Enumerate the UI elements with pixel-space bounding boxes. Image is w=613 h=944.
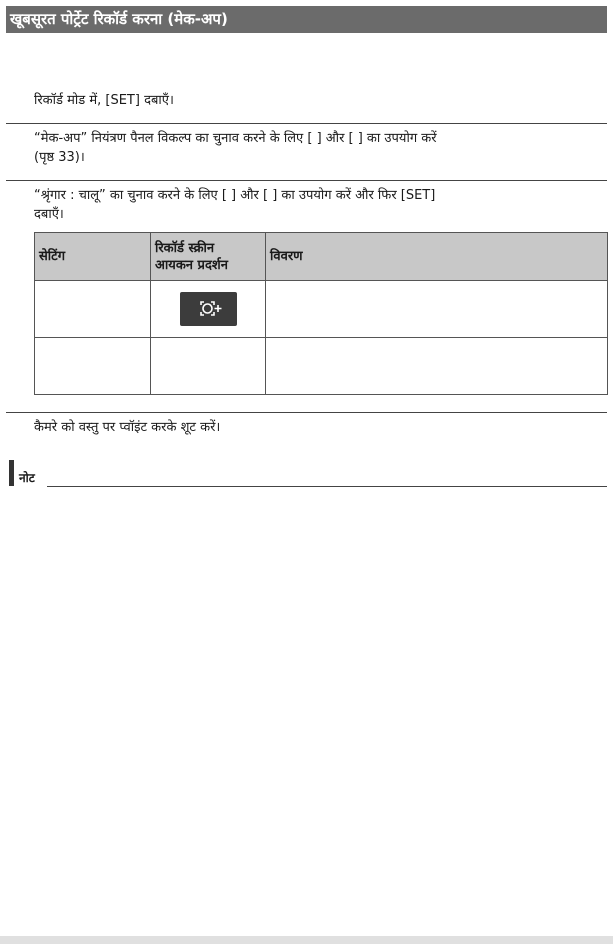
step-divider [6,180,607,181]
row-icon-cell [151,338,266,395]
table-header-row [35,233,608,281]
header-icon-display [151,233,266,281]
row-description-cell [266,338,608,395]
step-divider [6,123,607,124]
row-icon-cell [151,281,266,338]
step-3-line-1: “श्रृंगार : चालू” का चुनाव करने के लिए [ ] और [ ] का उपयोग करें और फिर [SET] [34,188,436,203]
header-icon-line-2: आयकन प्रदर्शन [155,257,228,273]
table-row [35,338,608,395]
page-footer-bar [0,936,613,944]
step-3-line-2: दबाएँ। [34,207,64,222]
table-row [35,281,608,338]
step-2-line-1: “मेक-अप” नियंत्रण पैनल विकल्प का चुनाव करने के लिए [ ] और [ ] का उपयोग करें [34,131,437,146]
header-icon-line-1: रिकॉर्ड स्क्रीन [155,240,215,256]
makeup-face-icon [180,292,237,326]
step-4-text: कैमरे को वस्तु पर प्वॉइंट करके शूट करें। [34,420,221,435]
settings-table [34,232,608,395]
step-divider [6,412,607,413]
step-2-line-2: (पृष्ठ 33)। [34,150,85,165]
row-setting-cell [35,338,151,395]
row-description-cell [266,281,608,338]
header-description: विवरण [266,233,608,281]
page-title: खूबसूरत पोर्ट्रेट रिकॉर्ड करना (मेक-अप) [6,6,607,33]
step-1-text: रिकॉर्ड मोड में, [SET] दबाएँ। [34,93,174,108]
note-rule [47,486,607,487]
note-marker [9,460,14,486]
note-label: नोट [19,471,35,485]
row-setting-cell [35,281,151,338]
header-setting: सेटिंग [35,233,151,281]
